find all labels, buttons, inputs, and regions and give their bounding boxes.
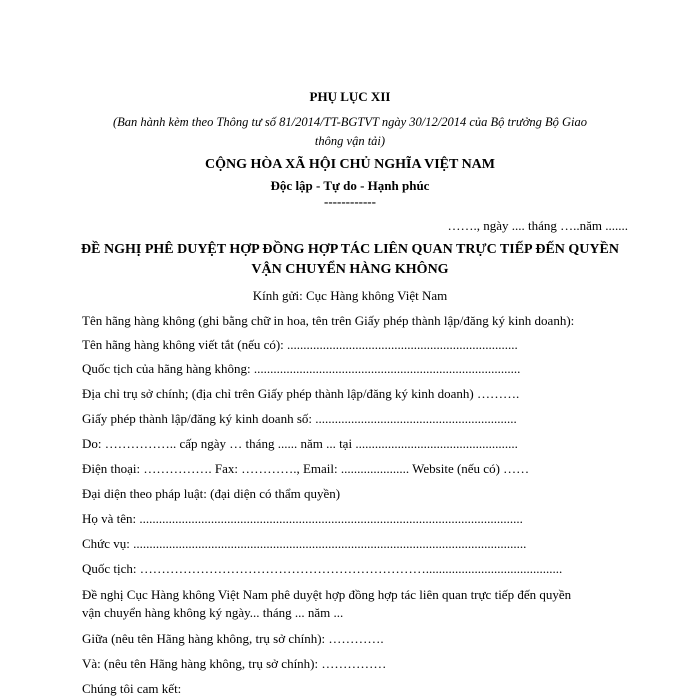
field-head-office-address: Địa chỉ trụ sở chính; (địa chỉ trên Giấy phép thành lập/đăng ký kinh doanh) ………. bbox=[82, 386, 520, 401]
recipient: Kính gửi: Cục Hàng không Việt Nam bbox=[252, 288, 448, 303]
field-issued-by: Do: …………….. cấp ngày … tháng ...... năm ... tại .................................................. bbox=[82, 436, 518, 451]
date-line: ……., ngày .... tháng …..năm ....... bbox=[447, 218, 628, 233]
field-license-number: Giấy phép thành lập/đăng ký kinh doanh số: .............................................................. bbox=[82, 411, 517, 426]
field-and: Và: (nêu tên Hãng hàng không, trụ sở chính): …………… bbox=[82, 656, 387, 671]
field-nationality-airline: Quốc tịch của hãng hàng không: .................................................................................. bbox=[82, 361, 521, 376]
divider: ------------ bbox=[324, 194, 376, 209]
field-full-name: Họ và tên: ...................................................................................................................... bbox=[82, 511, 523, 526]
issued-note-line1: (Ban hành kèm theo Thông tư số 81/2014/TT-BGTVT ngày 30/12/2014 của Bộ trưởng Bộ Giao bbox=[113, 115, 587, 129]
field-nationality: Quốc tịch: ………………………………………………………….......................................... bbox=[82, 561, 563, 576]
issued-note-line2: thông vận tải) bbox=[314, 134, 386, 148]
field-airline-short-name: Tên hãng hàng không viết tắt (nếu có): ....................................................................... bbox=[82, 337, 518, 352]
field-contact: Điện thoại: ……………. Fax: …………., Email: ..................... Website (nếu có) …… bbox=[82, 461, 530, 476]
field-legal-representative: Đại diện theo pháp luật: (đại diện có thẩm quyền) bbox=[82, 486, 341, 501]
nation-heading: CỘNG HÒA XÃ HỘI CHỦ NGHĨA VIỆT NAM bbox=[204, 157, 495, 172]
request-paragraph-line1: Đề nghị Cục Hàng không Việt Nam phê duyệt hợp đồng hợp tác liên quan trực tiếp đến quyền bbox=[82, 587, 572, 602]
appendix-title: PHỤ LỤC XII bbox=[309, 89, 391, 104]
document-title-line2: VẬN CHUYỂN HÀNG KHÔNG bbox=[251, 262, 449, 277]
field-position: Chức vụ: ......................................................................................................................... bbox=[82, 536, 527, 551]
request-paragraph-line2: vận chuyển hàng không ký ngày... tháng ... năm ... bbox=[82, 605, 344, 620]
motto: Độc lập - Tự do - Hạnh phúc bbox=[270, 178, 430, 193]
field-between: Giữa (nêu tên Hãng hàng không, trụ sở chính): …………. bbox=[82, 631, 384, 646]
field-airline-name: Tên hãng hàng không (ghi bằng chữ in hoa, tên trên Giấy phép thành lập/đăng ký kinh doanh): bbox=[82, 313, 575, 328]
document-title-line1: ĐỀ NGHỊ PHÊ DUYỆT HỢP ĐỒNG HỢP TÁC LIÊN QUAN TRỰC TIẾP ĐẾN QUYỀN bbox=[81, 242, 619, 257]
commitment-heading: Chúng tôi cam kết: bbox=[82, 681, 182, 696]
